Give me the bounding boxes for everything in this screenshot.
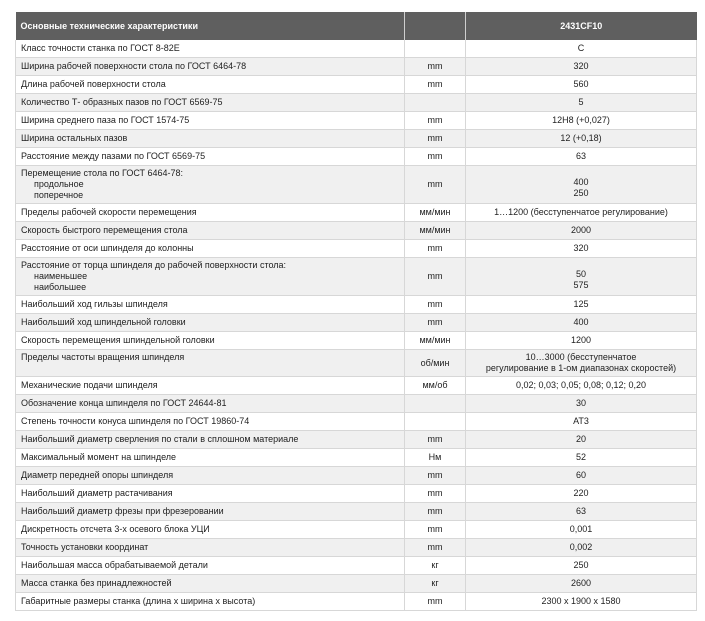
value-line: 250 (573, 188, 589, 198)
value-line: 400 (573, 177, 589, 187)
param-cell: Механические подачи шпинделя (16, 377, 405, 395)
value-cell: 30 (466, 395, 697, 413)
value-cell: 125 (466, 296, 697, 314)
header-model: 2431CF10 (466, 12, 697, 40)
unit-cell: mm (405, 467, 466, 485)
param-cell: Диаметр передней опоры шпинделя (16, 467, 405, 485)
table-row (16, 539, 697, 557)
value-line: 50 (575, 269, 586, 279)
table-row (16, 258, 697, 296)
unit-cell: mm (405, 314, 466, 332)
table-row (16, 521, 697, 539)
param-cell: Длина рабочей поверхности стола (16, 76, 405, 94)
param-cell: Наибольший диаметр фрезы при фрезеровании (16, 503, 405, 521)
param-cell (16, 166, 405, 204)
table-row (16, 377, 697, 395)
param-main-text: Перемещение стола по ГОСТ 6464-78: (21, 168, 184, 178)
table-row (16, 58, 697, 76)
param-cell: Дискретность отсчета 3-х осевого блока УЦИ (16, 521, 405, 539)
value-cell: 63 (466, 503, 697, 521)
header-unit (405, 12, 466, 40)
param-cell: Наибольший ход шпиндельной головки (16, 314, 405, 332)
unit-cell: Нм (405, 449, 466, 467)
value-line: 575 (573, 280, 589, 290)
param-cell: Ширина рабочей поверхности стола по ГОСТ 6464-78 (16, 58, 405, 76)
value-cell (466, 258, 697, 296)
table-row (16, 112, 697, 130)
param-sub-text: продольное (34, 179, 84, 189)
value-cell: 5 (466, 94, 697, 112)
table-row (16, 76, 697, 94)
param-cell: Класс точности станка по ГОСТ 8-82Е (16, 40, 405, 58)
param-main-text: Расстояние от торца шпинделя до рабочей поверхности стола: (21, 260, 287, 270)
unit-cell: mm (405, 521, 466, 539)
unit-cell: mm (405, 130, 466, 148)
param-cell: Ширина среднего паза по ГОСТ 1574-75 (16, 112, 405, 130)
value-cell (466, 166, 697, 204)
value-cell: 320 (466, 240, 697, 258)
table-row (16, 575, 697, 593)
unit-cell: кг (405, 575, 466, 593)
table-row (16, 94, 697, 112)
param-cell: Наибольший диаметр растачивания (16, 485, 405, 503)
table-row (16, 240, 697, 258)
unit-cell: мм/мин (405, 222, 466, 240)
param-cell: Масса станка без принадлежностей (16, 575, 405, 593)
value-cell: 0,002 (466, 539, 697, 557)
unit-cell: mm (405, 148, 466, 166)
table-row (16, 431, 697, 449)
unit-cell: mm (405, 539, 466, 557)
value-cell: 0,02; 0,03; 0,05; 0,08; 0,12; 0,20 (466, 377, 697, 395)
specs-table (15, 12, 697, 611)
value-cell: 1…1200 (бесступенчатое регулирование) (466, 204, 697, 222)
value-cell (466, 350, 697, 377)
param-sub-text: наименьшее (34, 271, 88, 281)
value-cell: 2300 х 1900 х 1580 (466, 593, 697, 611)
table-row (16, 485, 697, 503)
unit-cell (405, 395, 466, 413)
value-cell: 63 (466, 148, 697, 166)
table-row (16, 148, 697, 166)
table-row (16, 557, 697, 575)
value-cell: 12 (+0,18) (466, 130, 697, 148)
param-sub-text: наибольшее (34, 282, 87, 292)
param-cell: Пределы частоты вращения шпинделя (16, 350, 405, 377)
table-row (16, 130, 697, 148)
param-cell: Точность установки координат (16, 539, 405, 557)
unit-cell: mm (405, 485, 466, 503)
unit-cell: мм/мин (405, 204, 466, 222)
unit-cell: mm (405, 593, 466, 611)
param-cell: Обозначение конца шпинделя по ГОСТ 24644-81 (16, 395, 405, 413)
param-cell: Скорость быстрого перемещения стола (16, 222, 405, 240)
table-row (16, 40, 697, 58)
table-row (16, 503, 697, 521)
param-cell: Скорость перемещения шпиндельной головки (16, 332, 405, 350)
value-cell: 400 (466, 314, 697, 332)
value-cell: 220 (466, 485, 697, 503)
unit-cell: кг (405, 557, 466, 575)
table-row (16, 314, 697, 332)
unit-cell: mm (405, 112, 466, 130)
param-cell: Количество Т- образных пазов по ГОСТ 6569-75 (16, 94, 405, 112)
table-row (16, 296, 697, 314)
unit-cell (405, 413, 466, 431)
value-cell: 2000 (466, 222, 697, 240)
header-parameter: Основные технические характеристики (16, 12, 405, 40)
param-cell (16, 258, 405, 296)
unit-cell: mm (405, 166, 466, 204)
param-cell: Пределы рабочей скорости перемещения (16, 204, 405, 222)
value-cell: 12Н8 (+0,027) (466, 112, 697, 130)
unit-cell: mm (405, 76, 466, 94)
param-cell: Ширина остальных пазов (16, 130, 405, 148)
table-row (16, 204, 697, 222)
param-cell: Наибольшая масса обрабатываемой детали (16, 557, 405, 575)
table-row (16, 593, 697, 611)
param-cell: Расстояние от оси шпинделя до колонны (16, 240, 405, 258)
value-cell: АТ3 (466, 413, 697, 431)
unit-cell: mm (405, 296, 466, 314)
param-sub-text: поперечное (34, 190, 84, 200)
unit-cell (405, 94, 466, 112)
table-row (16, 467, 697, 485)
value-cell: 52 (466, 449, 697, 467)
table-row (16, 449, 697, 467)
param-cell: Степень точности конуса шпинделя по ГОСТ 19860-74 (16, 413, 405, 431)
param-cell: Наибольший диаметр сверления по стали в сплошном материале (16, 431, 405, 449)
value-line: 10…3000 (бесступенчатое (525, 352, 637, 362)
value-cell: 0,001 (466, 521, 697, 539)
value-cell: 60 (466, 467, 697, 485)
value-cell: 2600 (466, 575, 697, 593)
value-cell: 1200 (466, 332, 697, 350)
value-cell: С (466, 40, 697, 58)
value-cell: 250 (466, 557, 697, 575)
unit-cell: мм/мин (405, 332, 466, 350)
param-cell: Расстояние между пазами по ГОСТ 6569-75 (16, 148, 405, 166)
unit-cell: mm (405, 431, 466, 449)
table-header-row (16, 12, 697, 40)
value-line: регулирование в 1-ом диапазонах скоростей) (485, 363, 677, 373)
table-row (16, 395, 697, 413)
unit-cell: об/мин (405, 350, 466, 377)
param-cell: Наибольший ход гильзы шпинделя (16, 296, 405, 314)
value-cell: 560 (466, 76, 697, 94)
value-cell: 320 (466, 58, 697, 76)
param-cell: Габаритные размеры станка (длина х ширина х высота) (16, 593, 405, 611)
table-row (16, 332, 697, 350)
table-row (16, 350, 697, 377)
table-row (16, 222, 697, 240)
unit-cell: mm (405, 503, 466, 521)
unit-cell: mm (405, 258, 466, 296)
unit-cell: mm (405, 58, 466, 76)
unit-cell: мм/об (405, 377, 466, 395)
param-cell: Максимальный момент на шпинделе (16, 449, 405, 467)
table-row (16, 166, 697, 204)
value-cell: 20 (466, 431, 697, 449)
unit-cell (405, 40, 466, 58)
table-row (16, 413, 697, 431)
unit-cell: mm (405, 240, 466, 258)
